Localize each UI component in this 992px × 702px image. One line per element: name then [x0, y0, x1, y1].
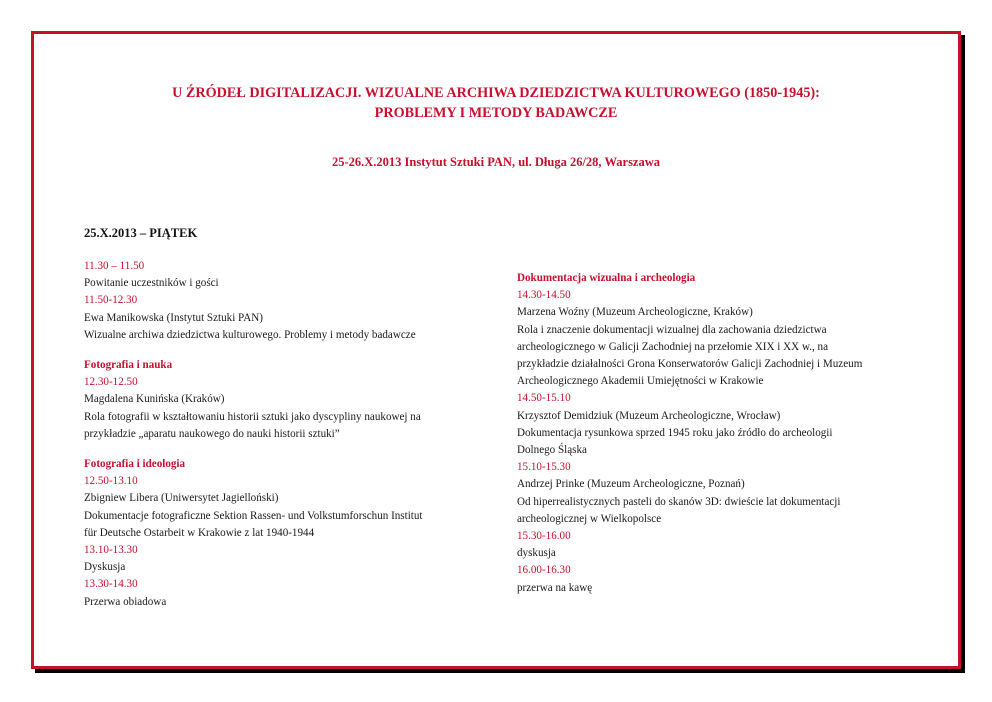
program-line: Przerwa obiadowa — [84, 595, 167, 608]
spacer — [84, 443, 504, 456]
program-line: Dokumentacja rysunkowa sprzed 1945 roku jako źródło do archeologii — [517, 426, 833, 439]
program-line: Magdalena Kunińska (Kraków) — [84, 393, 225, 406]
program-line: Zbigniew Libera (Uniwersytet Jagielloński) — [84, 492, 279, 505]
program-line: Krzysztof Demidziuk (Muzeum Archeologiczne, Wrocław) — [517, 409, 781, 422]
program-line: Archeologicznego Akademii Umiejętności w Krakowie — [517, 375, 764, 388]
time-slot: 14.30-14.50 — [517, 289, 571, 302]
program-left-column — [84, 258, 504, 611]
program-line: archeologicznego w Galicji Zachodniej na przełomie XIX i XX w., na — [517, 340, 829, 353]
time-slot: 13.10-13.30 — [84, 544, 138, 557]
spacer — [84, 344, 504, 357]
program-line: Wizualne archiwa dziedzictwa kulturowego. Problemy i metody badawcze — [84, 328, 416, 341]
time-slot: 12.50-13.10 — [84, 475, 138, 488]
program-line: przykładzie „aparatu naukowego do nauki historii sztuki” — [84, 427, 340, 440]
program-line: Rola fotografii w kształtowaniu historii sztuki jako dyscypliny naukowej na — [84, 410, 421, 423]
program-line: Powitanie uczestników i gości — [84, 277, 219, 290]
title-line: PROBLEMY I METODY BADAWCZE — [374, 105, 618, 121]
program-line: Dyskusja — [84, 561, 126, 574]
program-line: Andrzej Prinke (Muzeum Archeologiczne, Poznań) — [517, 478, 745, 491]
time-slot: 15.30-16.00 — [517, 530, 571, 543]
time-slot: 14.50-15.10 — [517, 392, 571, 405]
program-line: przykładzie działalności Grona Konserwatorów Galicji Zachodniej i Muzeum — [517, 358, 863, 371]
session-heading: Fotografia i ideologia — [84, 458, 186, 471]
time-slot: 16.00-16.30 — [517, 564, 571, 577]
program-line: Ewa Manikowska (Instytut Sztuki PAN) — [84, 311, 263, 324]
program-line: przerwa na kawę — [517, 581, 593, 594]
time-slot: 11.50-12.30 — [84, 294, 138, 307]
event-date-location: 25-26.X.2013 Instytut Sztuki PAN, ul. Długa 26/28, Warszawa — [331, 155, 661, 169]
time-slot: 15.10-15.30 — [517, 461, 571, 474]
program-right-column — [517, 270, 927, 597]
session-heading: Dokumentacja wizualna i archeologia — [517, 272, 696, 284]
program-line: Od hiperrealistycznych pasteli do skanów 3D: dwieście lat dokumentacji — [517, 495, 841, 508]
document-title — [34, 83, 958, 123]
time-slot: 12.30-12.50 — [84, 376, 138, 389]
program-line: für Deutsche Ostarbeit w Krakowie z lat 1940-1944 — [84, 526, 315, 539]
program-line: Dolnego Śląska — [517, 444, 587, 457]
program-line: dyskusja — [517, 547, 556, 560]
program-line: Marzena Woźny (Muzeum Archeologiczne, Kraków) — [517, 306, 753, 319]
session-heading: Fotografia i nauka — [84, 359, 173, 372]
day-heading: 25.X.2013 – PIĄTEK — [84, 226, 198, 240]
title-line: U ŹRÓDEŁ DIGITALIZACJI. WIZUALNE ARCHIWA DZIEDZICTWA KULTUROWEGO (1850-1945): — [172, 85, 820, 101]
program-line: Rola i znaczenie dokumentacji wizualnej dla zachowania dziedzictwa — [517, 323, 827, 336]
document-frame — [31, 31, 961, 669]
time-slot: 11.30 – 11.50 — [84, 260, 145, 272]
program-line: archeologicznej w Wielkopolsce — [517, 512, 662, 525]
time-slot: 13.30-14.30 — [84, 578, 138, 591]
program-line: Dokumentacje fotograficzne Sektion Rassen- und Volkstumforschun Institut — [84, 509, 423, 522]
